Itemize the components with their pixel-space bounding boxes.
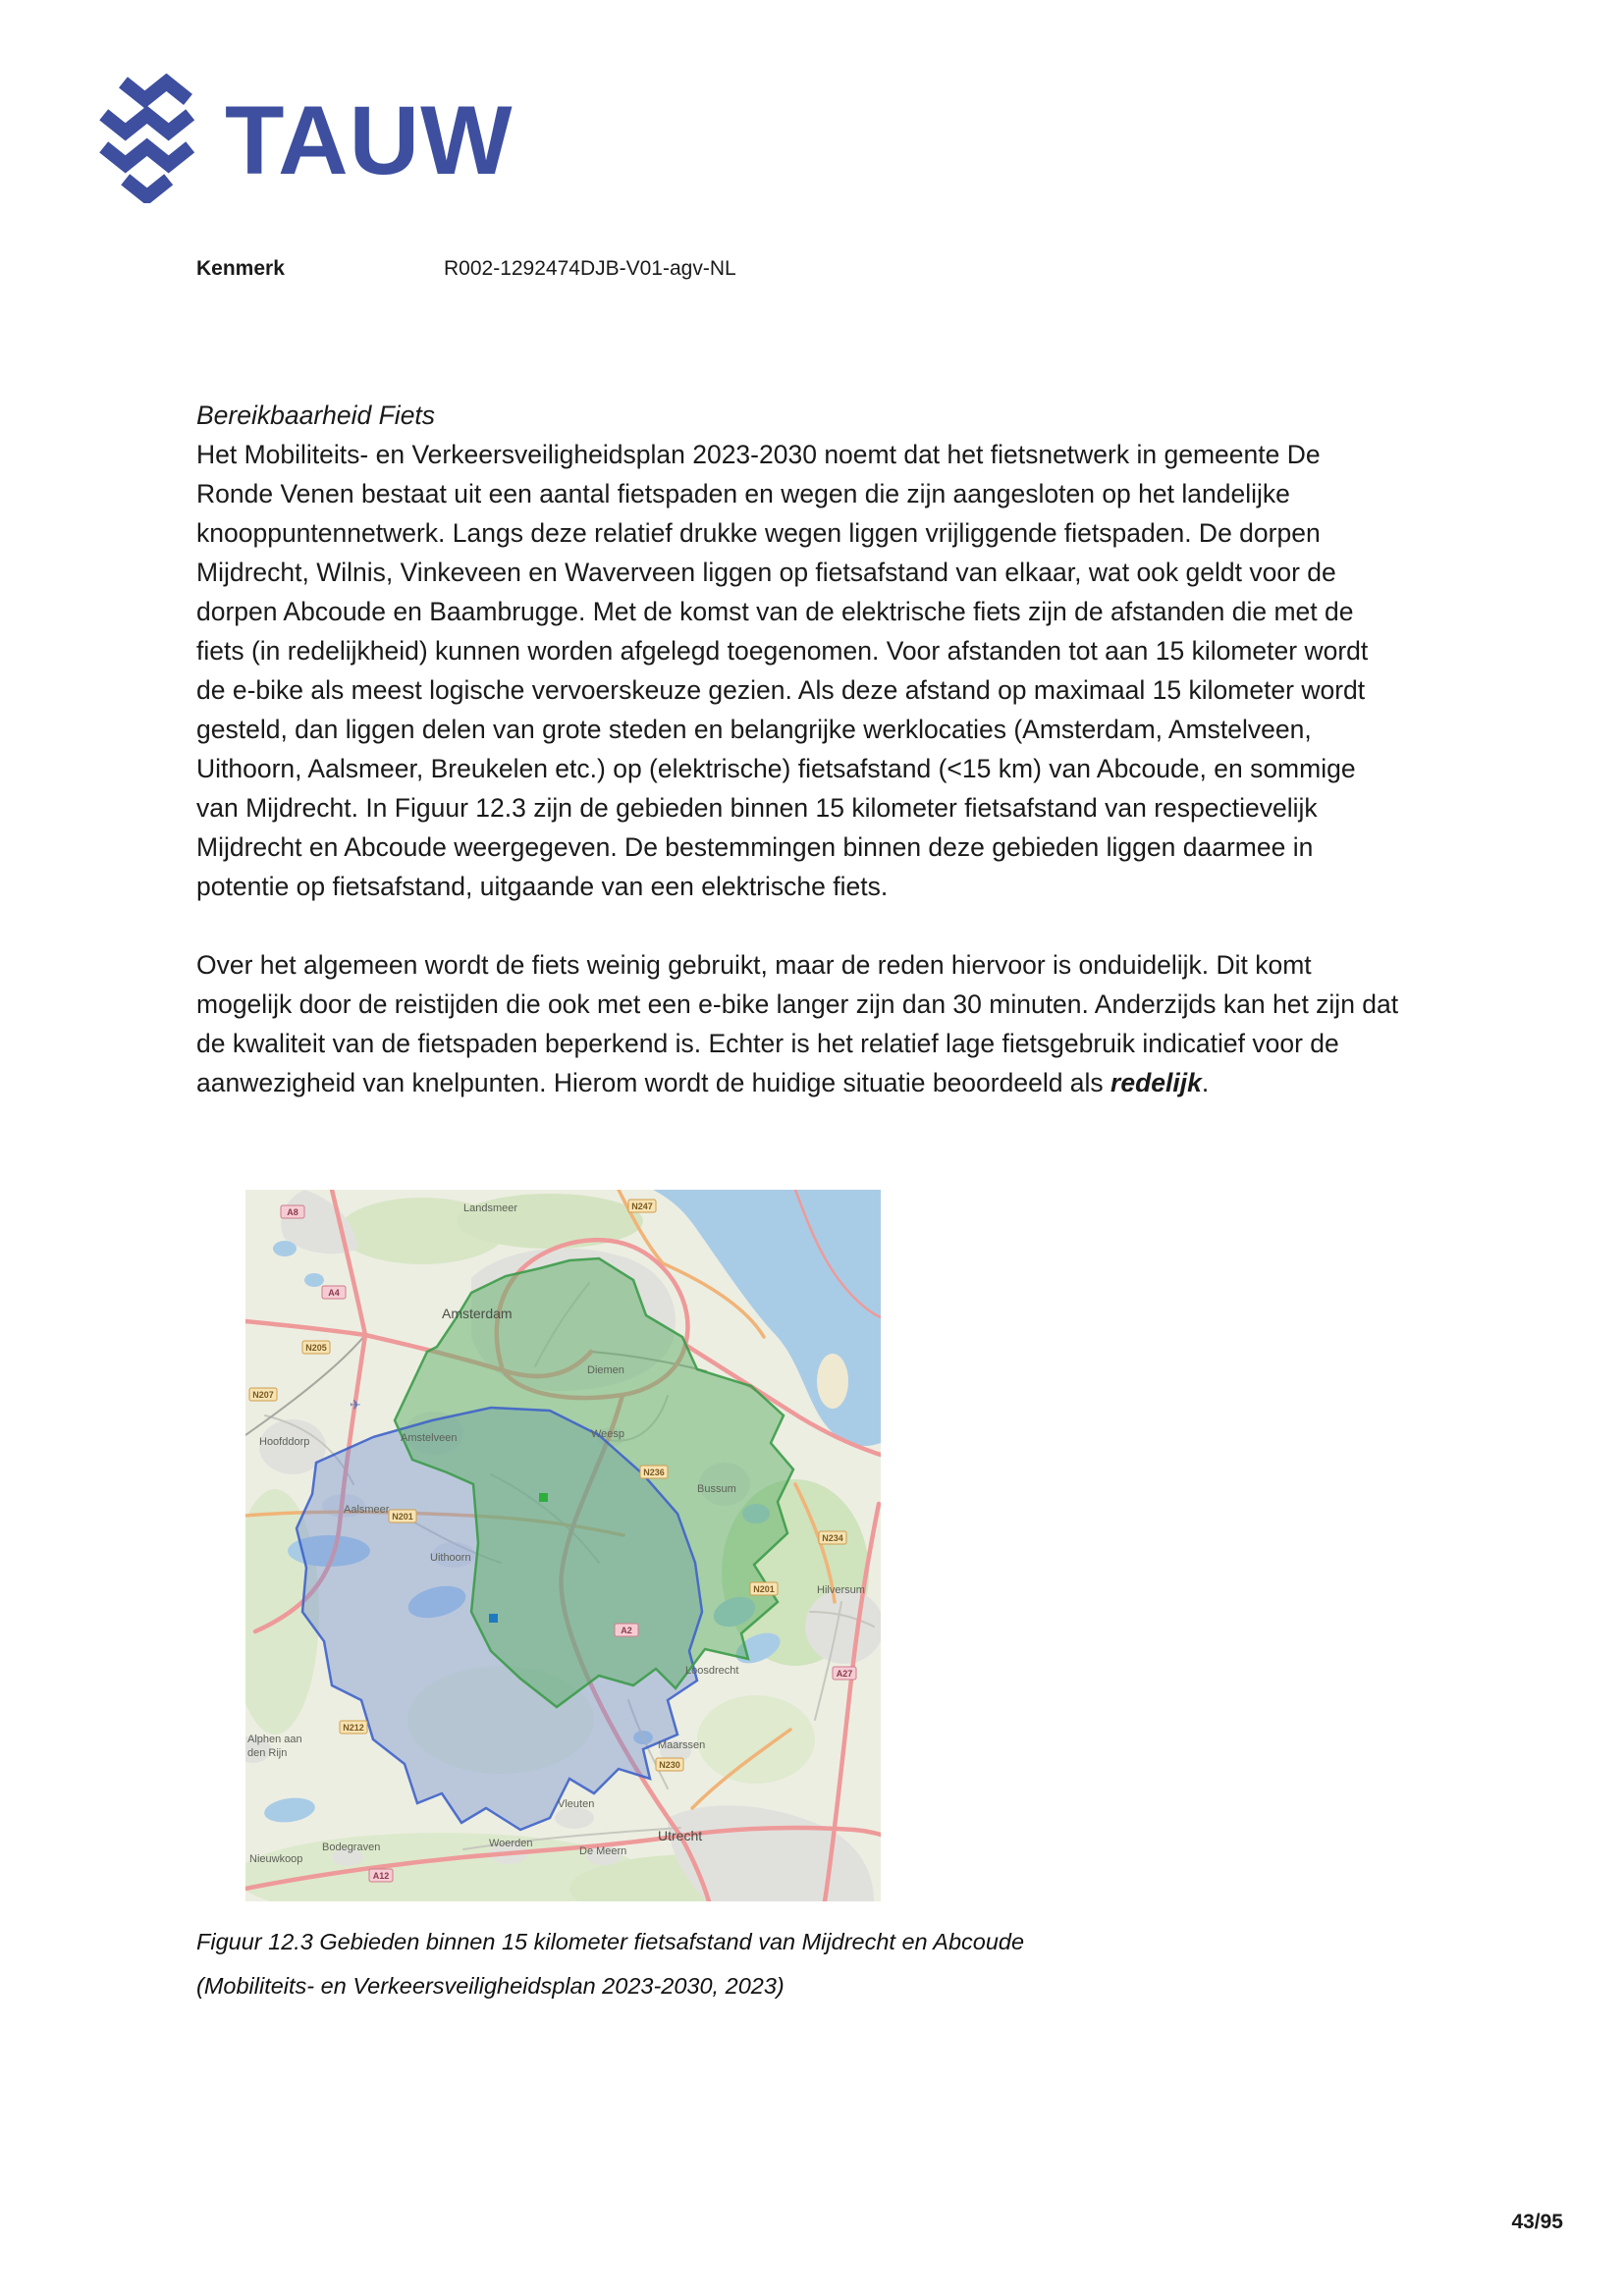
road-shield [656, 1758, 683, 1771]
map-city-label: Hoofddorp [259, 1436, 310, 1448]
figure-caption-line2: (Mobiliteits- en Verkeersveiligheidsplan 2023-2030, 2023) [196, 1973, 785, 1999]
kenmerk-label: Kenmerk [196, 257, 285, 280]
map-city-label: Diemen [587, 1364, 624, 1376]
svg-text:A4: A4 [328, 1288, 340, 1298]
map-city-label: Hilversum [817, 1584, 865, 1596]
mijdrecht-marker [489, 1614, 498, 1623]
svg-text:N212: N212 [343, 1723, 364, 1733]
map-city-label: Alphen aan [247, 1734, 302, 1745]
svg-text:N234: N234 [822, 1533, 843, 1543]
svg-text:N205: N205 [305, 1343, 327, 1353]
road-shield [369, 1869, 393, 1882]
map-city-label: Amstelveen [401, 1432, 458, 1444]
map-city-label: Vleuten [558, 1798, 595, 1810]
road-shield [833, 1667, 856, 1680]
road-shield [389, 1510, 416, 1522]
map-city-label: Bussum [697, 1483, 736, 1495]
paragraph-2-period: . [1201, 1068, 1210, 1097]
road-shield [750, 1582, 778, 1595]
map-city-label: Weesp [591, 1428, 625, 1440]
road-shield [340, 1721, 367, 1734]
svg-text:A8: A8 [287, 1207, 298, 1217]
tauw-logo-text: TAUW [225, 85, 514, 194]
figure-caption-line1: Figuur 12.3 Gebieden binnen 15 kilometer fietsafstand van Mijdrecht en Abcoude [196, 1929, 1025, 1954]
paragraph-2-bold-word: redelijk [1110, 1068, 1202, 1097]
svg-text:N236: N236 [643, 1468, 665, 1477]
map-city-label: Aalsmeer [344, 1504, 390, 1516]
svg-text:N230: N230 [659, 1760, 680, 1770]
page-number: 43/95 [1511, 2211, 1563, 2233]
road-shield [249, 1388, 277, 1401]
tauw-wave-icon [93, 74, 207, 203]
svg-text:A12: A12 [372, 1871, 390, 1881]
map-city-label: Amsterdam [442, 1306, 513, 1321]
map-city-label: Landsmeer [463, 1202, 518, 1214]
map-city-label: Loosdrecht [685, 1665, 739, 1677]
road-shield [615, 1624, 638, 1636]
svg-text:N247: N247 [631, 1201, 653, 1211]
map-city-label: Bodegraven [322, 1842, 381, 1853]
map-city-label: Woerden [489, 1838, 533, 1849]
svg-text:N201: N201 [753, 1584, 775, 1594]
map-city-label: Utrecht [658, 1828, 703, 1843]
map-city-label: Uithoorn [430, 1552, 471, 1564]
road-shield [640, 1466, 668, 1478]
abcoude-marker [539, 1493, 548, 1502]
road-shield [302, 1341, 330, 1354]
road-shield [819, 1531, 846, 1544]
map-city-label: den Rijn [247, 1747, 288, 1759]
map-city-label: Maarssen [658, 1739, 706, 1751]
road-shield [628, 1200, 656, 1212]
paragraph-1: Het Mobiliteits- en Verkeersveiligheidsplan 2023-2030 noemt dat het fietsnetwerk in gemeente De Ronde Venen bestaat uit een aantal fietspaden en wegen die zijn aangesloten op het landelijke knooppuntennetwerk. Langs deze relatief drukke wegen liggen vrijliggende fietspaden. De dorpen Mijdrecht, Wilnis, Vinkeveen en Waverveen liggen op fietsafstand van elkaar, wat ook geldt voor de dorpen Abcoude en Baambrugge. Met de komst van de elektrische fiets zijn de afstanden die met de fiets (in redelijkheid) kunnen worden afgelegd toegenomen. Voor afstanden tot aan 15 kilometer wordt de e-bike als meest logische vervoerskeuze gezien. Als deze afstand op maximaal 15 kilometer wordt gesteld, dan liggen delen van grote steden en belangrijke werklocaties (Amsterdam, Amstelveen, Uithoorn, Aalsmeer, Breukelen etc.) op (elektrische) fietsafstand (<15 km) van Abcoude, en sommige van Mijdrecht. In Figuur 12.3 zijn de gebieden binnen 15 kilometer fietsafstand van respectievelijk Mijdrecht en Abcoude weergegeven. De bestemmingen binnen deze gebieden liggen daarmee in potentie op fietsafstand, uitgaande van een elektrische fiets. [196, 440, 1369, 901]
figure-map [245, 1190, 881, 1901]
svg-text:N201: N201 [392, 1512, 413, 1522]
airport-icon: ✈ [350, 1397, 361, 1413]
map-image [245, 1190, 881, 1901]
figure-caption [196, 1920, 1024, 2008]
road-shield [281, 1205, 304, 1218]
map-city-label: Nieuwkoop [249, 1853, 303, 1865]
body-content [196, 396, 1399, 1102]
map-city-label: De Meern [579, 1845, 627, 1857]
svg-text:N207: N207 [252, 1390, 274, 1400]
section-heading: Bereikbaarheid Fiets [196, 400, 436, 430]
road-shield [322, 1286, 346, 1299]
svg-text:A2: A2 [621, 1626, 632, 1635]
tauw-logo [93, 74, 514, 203]
kenmerk-value: R002-1292474DJB-V01-agv-NL [444, 257, 736, 280]
paragraph-2-main: Over het algemeen wordt de fiets weinig gebruikt, maar de reden hiervoor is onduidelijk. Dit komt mogelijk door de reistijden die ook met een e-bike langer zijn dan 30 minuten. Anderzijds kan het zijn dat de kwaliteit van de fietspaden beperkend is. Echter is het relatief lage fietsgebruik indicatief voor de aanwezigheid van knelpunten. Hierom wordt de huidige situatie beoordeeld als [196, 950, 1399, 1097]
svg-text:A27: A27 [836, 1669, 853, 1679]
paragraph-2 [196, 945, 1399, 1102]
